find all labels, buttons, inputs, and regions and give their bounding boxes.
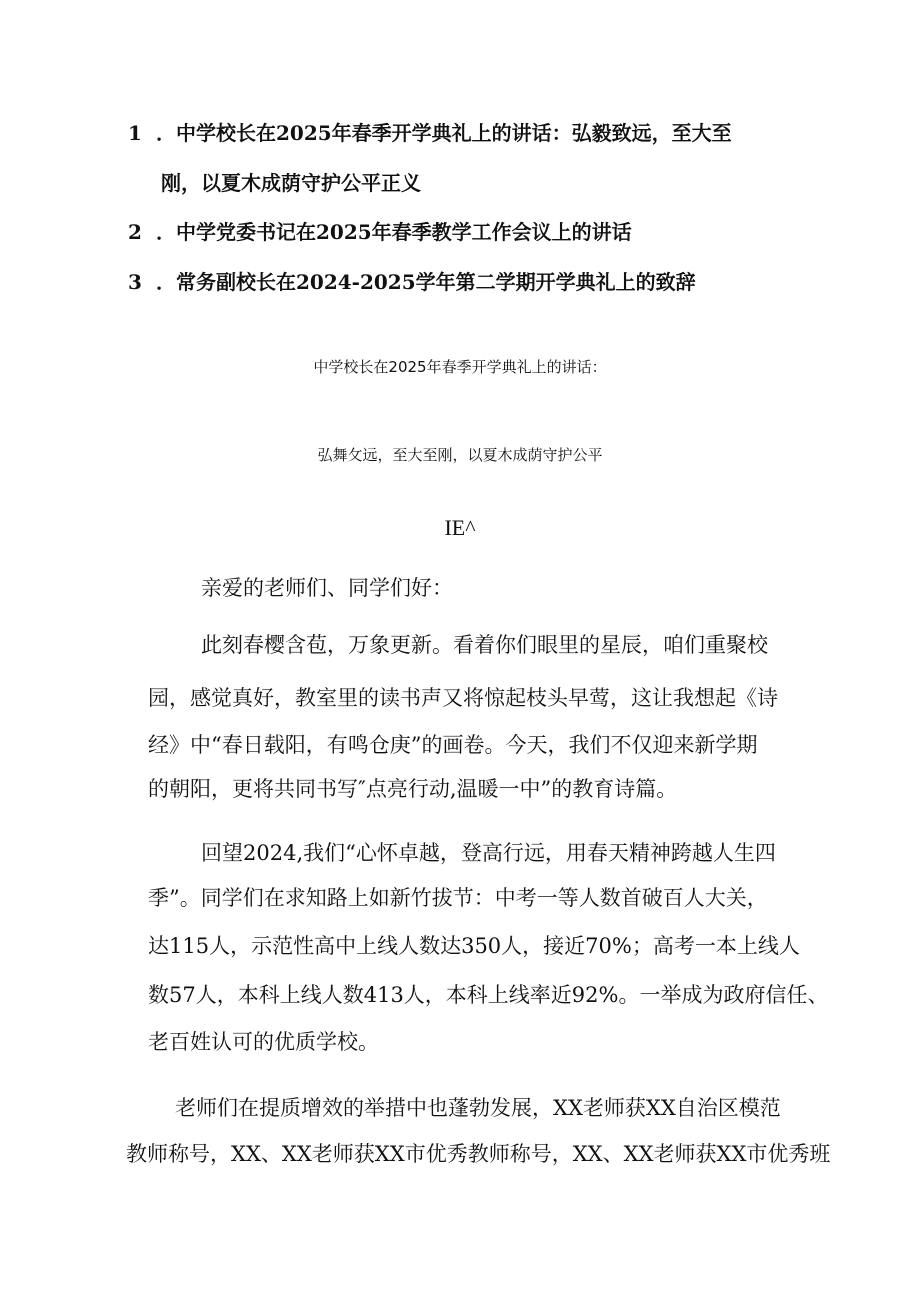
toc-item-3 [128, 268, 696, 296]
paragraph-2-line: 达115人，示范性高中上线人数达350人，接近70%；高考一本上线人 [148, 934, 800, 958]
paragraph-2-line: 数57人，本科上线人数413人，本科上线率近92%。一举成为政府信任、 [148, 983, 829, 1007]
toc-text: ．中学校长在2025年春季开学典礼上的讲话：弘毅致远，至大至 [156, 121, 732, 145]
toc-item-2 [128, 218, 632, 246]
toc-number: 3 [128, 270, 142, 294]
paragraph-2-line: 老百姓认可的优质学校。 [148, 1030, 379, 1054]
toc-item-1-continuation: 刚，以夏木成荫守护公平正义 [161, 171, 421, 195]
paragraph-2-line: 季”。同学们在求知路上如新竹拔节：中考一等人数首破百人大关， [148, 886, 768, 910]
paragraph-1-line: 此刻春樱含苞，万象更新。看着你们眼里的星辰，咱们重聚校 [201, 633, 768, 657]
toc-text: ．常务副校长在2024-2025学年第二学期开学典礼上的致辞 [156, 270, 696, 294]
toc-number: 1 [128, 121, 142, 145]
greeting: 亲爱的老师们、同学们好： [201, 576, 453, 600]
toc-number: 2 [128, 220, 142, 244]
paragraph-1-line: 园，感觉真好，教室里的读书声又将惊起枝头早莺，这让我想起《诗 [148, 686, 778, 710]
paragraph-1-line: 经》中“春日载阳，有鸣仓庚”的画卷。今天，我们不仅迎来新学期 [148, 733, 758, 757]
toc-item-1 [128, 119, 732, 147]
paragraph-3-line: 教师称号，XX、XX老师获XX市优秀教师称号，XX、XX老师获XX市优秀班 [126, 1142, 831, 1166]
document-title-line-2: 弘舞攵远，至大至刚，以夏木成荫守护公平 [317, 446, 603, 464]
toc-text: ．中学党委书记在2025年春季教学工作会议上的讲话 [156, 220, 632, 244]
document-title-line-1: 中学校长在2025年春季开学典礼上的讲话： [313, 358, 607, 376]
document-title-tail: IE^ [444, 515, 476, 540]
paragraph-3-line: 老师们在提质增效的举措中也蓬勃发展，XX老师获XX自治区模范 [175, 1096, 781, 1120]
paragraph-2-line: 回望2024,我们“心怀卓越，登高行远，用春天精神跨越人生四 [201, 841, 776, 865]
paragraph-1-line: 的朝阳，更将共同书写″点亮行动,温暖一中”的教育诗篇。 [148, 777, 678, 801]
